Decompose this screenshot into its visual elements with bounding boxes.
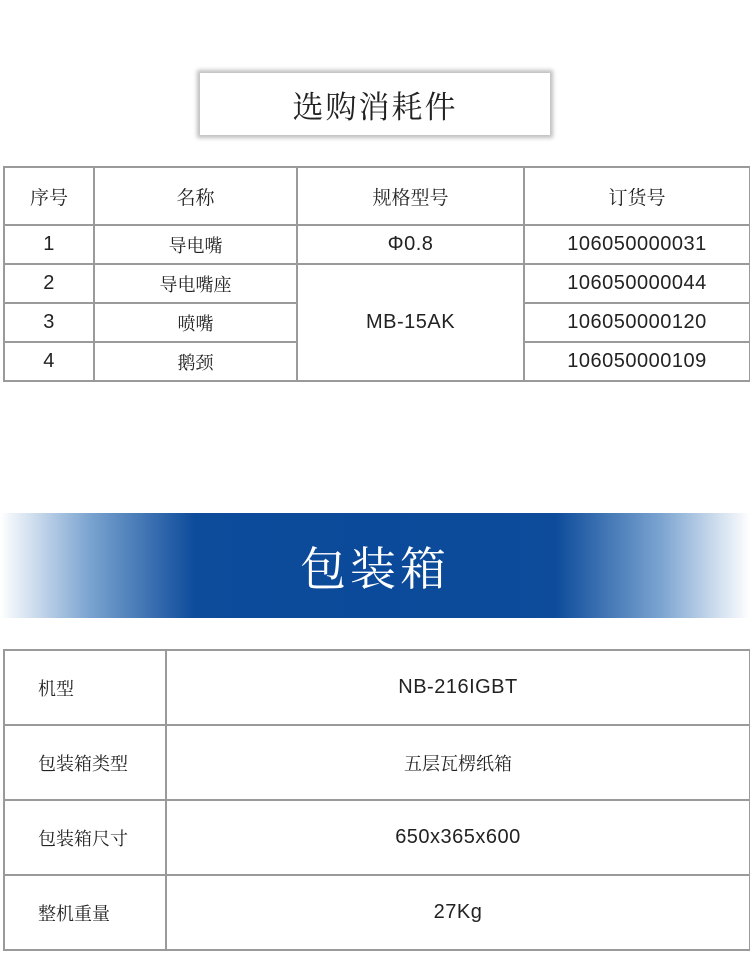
row-order: 106050000109 — [524, 342, 750, 381]
row-order: 106050000120 — [524, 303, 750, 342]
row-no: 3 — [4, 303, 94, 342]
table-row — [4, 725, 750, 800]
row-spec: Φ0.8 — [297, 225, 524, 264]
header-cell-no: 序号 — [4, 167, 94, 225]
table-row — [4, 800, 750, 875]
row-no: 1 — [4, 225, 94, 264]
row-no: 4 — [4, 342, 94, 381]
packing-table — [3, 649, 750, 951]
packing-banner — [0, 513, 750, 618]
header-cell-order: 订货号 — [524, 167, 750, 225]
table-row — [4, 875, 750, 950]
row-no: 2 — [4, 264, 94, 303]
row-label: 包装箱类型 — [4, 725, 166, 800]
packing-title: 包装箱 — [300, 541, 450, 596]
header-cell-name: 名称 — [94, 167, 297, 225]
row-order: 106050000044 — [524, 264, 750, 303]
table-header-row — [4, 167, 750, 225]
table-row — [4, 264, 750, 303]
row-name: 导电嘴座 — [94, 264, 297, 303]
table-row — [4, 650, 750, 725]
row-name: 导电嘴 — [94, 225, 297, 264]
consumables-table — [3, 166, 750, 382]
row-order: 106050000031 — [524, 225, 750, 264]
row-label: 整机重量 — [4, 875, 166, 950]
row-value: NB-216IGBT — [166, 650, 750, 725]
row-name: 鹅颈 — [94, 342, 297, 381]
row-value: 650x365x600 — [166, 800, 750, 875]
row-value: 五层瓦楞纸箱 — [166, 725, 750, 800]
table-row — [4, 225, 750, 264]
row-label: 包装箱尺寸 — [4, 800, 166, 875]
row-value: 27Kg — [166, 875, 750, 950]
header-cell-spec: 规格型号 — [297, 167, 524, 225]
row-name: 喷嘴 — [94, 303, 297, 342]
row-label: 机型 — [4, 650, 166, 725]
consumables-title: 选购消耗件 — [200, 73, 550, 135]
row-spec: MB-15AK — [297, 264, 524, 381]
